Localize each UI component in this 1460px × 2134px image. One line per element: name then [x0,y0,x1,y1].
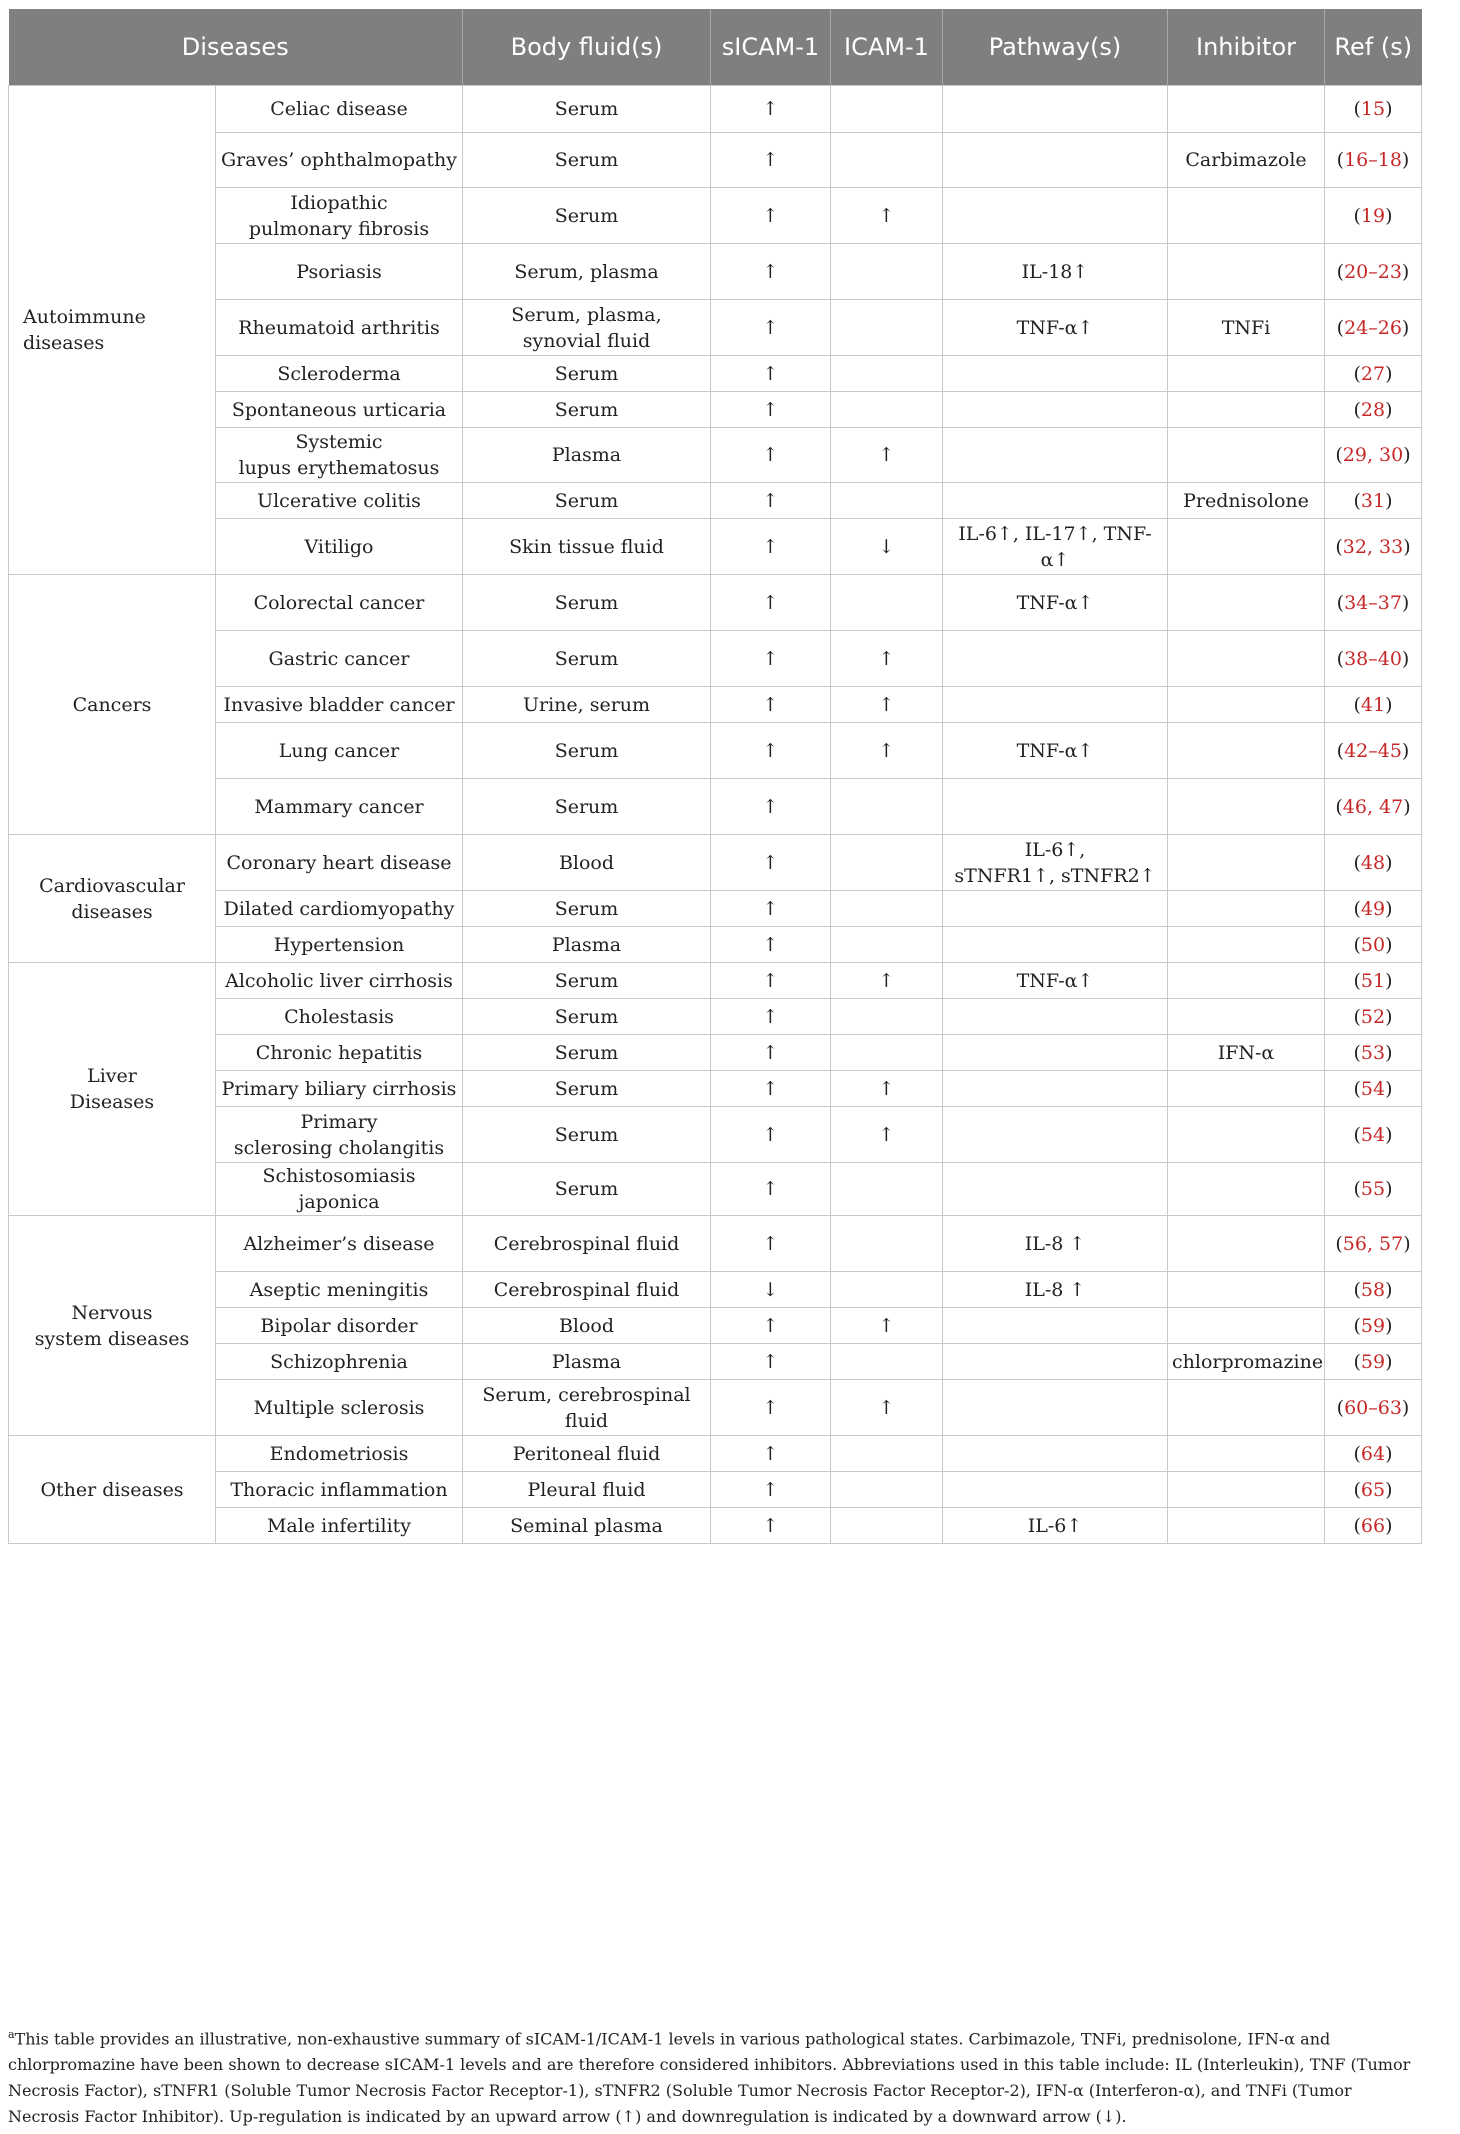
table-row [9,835,1422,891]
inhibitor-cell [1168,392,1325,428]
pathway-cell [943,86,1168,133]
sicam1-cell: ↑ [711,1035,831,1071]
inhibitor-cell [1168,188,1325,244]
inhibitor-cell [1168,1107,1325,1163]
sicam1-cell: ↑ [711,575,831,631]
pathway-cell [943,687,1168,723]
body-fluid-cell: Pleural fluid [463,1472,711,1508]
ref-cell[interactable]: (52) [1325,999,1422,1035]
ref-cell[interactable]: (15) [1325,86,1422,133]
ref-cell[interactable]: (48) [1325,835,1422,891]
disease-cell: Endometriosis [216,1436,463,1472]
sicam1-cell: ↑ [711,392,831,428]
table-row [9,1107,1422,1163]
icam1-cell [831,392,943,428]
body-fluid-cell: Serum [463,188,711,244]
pathway-cell [943,1380,1168,1436]
icam1-cell: ↑ [831,1107,943,1163]
ref-cell[interactable]: (66) [1325,1508,1422,1544]
body-fluid-cell: Serum [463,483,711,519]
body-fluid-cell: Urine, serum [463,687,711,723]
icam1-cell: ↑ [831,428,943,483]
inhibitor-cell [1168,687,1325,723]
icam1-cell [831,1472,943,1508]
table-row [9,519,1422,575]
ref-cell[interactable]: (58) [1325,1272,1422,1308]
icam1-cell [831,1163,943,1216]
icam1-cell: ↑ [831,1071,943,1107]
icam1-cell [831,483,943,519]
icam1-cell [831,1272,943,1308]
sicam1-cell: ↑ [711,999,831,1035]
body-fluid-cell: Serum [463,631,711,687]
disease-cell: Schistosomiasis japonica [216,1163,463,1216]
disease-cell: Coronary heart disease [216,835,463,891]
pathway-cell: IL-8 ↑ [943,1272,1168,1308]
ref-cell[interactable]: (16–18) [1325,133,1422,188]
icam1-cell [831,1344,943,1380]
icam1-cell [831,779,943,835]
pathway-cell [943,1163,1168,1216]
table-row [9,631,1422,687]
pathway-cell [943,927,1168,963]
disease-cell: Lung cancer [216,723,463,779]
sicam1-cell: ↑ [711,835,831,891]
sicam1-cell: ↑ [711,1508,831,1544]
table-row [9,723,1422,779]
disease-cell: Vitiligo [216,519,463,575]
inhibitor-cell [1168,1472,1325,1508]
ref-cell[interactable]: (19) [1325,188,1422,244]
pathway-cell [943,428,1168,483]
table-row [9,963,1422,999]
inhibitor-cell [1168,1163,1325,1216]
ref-cell[interactable]: (46, 47) [1325,779,1422,835]
header-refs: Ref (s) [1325,9,1422,86]
disease-cell: Primary biliary cirrhosis [216,1071,463,1107]
header-diseases: Diseases [9,9,463,86]
pathway-cell: IL-8 ↑ [943,1216,1168,1272]
pathway-cell: TNF-α↑ [943,723,1168,779]
sicam1-cell: ↑ [711,779,831,835]
disease-cell: Multiple sclerosis [216,1380,463,1436]
sicam1-cell: ↑ [711,86,831,133]
disease-cell: Bipolar disorder [216,1308,463,1344]
table-row [9,86,1422,133]
ref-cell[interactable]: (41) [1325,687,1422,723]
pathway-cell [943,999,1168,1035]
inhibitor-cell [1168,1380,1325,1436]
table-row [9,1035,1422,1071]
disease-cell: Spontaneous urticaria [216,392,463,428]
ref-cell[interactable]: (29, 30) [1325,428,1422,483]
ref-cell[interactable]: (50) [1325,927,1422,963]
table-row [9,891,1422,927]
disease-cell: Alzheimer’s disease [216,1216,463,1272]
table-row [9,300,1422,356]
pathway-cell [943,779,1168,835]
disease-cell: Schizophrenia [216,1344,463,1380]
body-fluid-cell: Serum [463,891,711,927]
pathway-cell [943,133,1168,188]
body-fluid-cell: Serum, plasma, synovial fluid [463,300,711,356]
icam1-cell [831,891,943,927]
body-fluid-cell: Skin tissue fluid [463,519,711,575]
body-fluid-cell: Serum [463,779,711,835]
sicam1-cell: ↑ [711,1380,831,1436]
sicam1-cell: ↑ [711,891,831,927]
icam1-cell: ↑ [831,1308,943,1344]
table-row [9,575,1422,631]
icam1-cell: ↑ [831,687,943,723]
body-fluid-cell: Peritoneal fluid [463,1436,711,1472]
sicam1-cell: ↑ [711,1163,831,1216]
inhibitor-cell [1168,1071,1325,1107]
inhibitor-cell [1168,575,1325,631]
sicam1-cell: ↑ [711,133,831,188]
ref-cell[interactable]: (38–40) [1325,631,1422,687]
disease-cell: Idiopathic pulmonary fibrosis [216,188,463,244]
inhibitor-cell [1168,356,1325,392]
icam1-cell [831,133,943,188]
disease-cell: Primary sclerosing cholangitis [216,1107,463,1163]
sicam1-cell: ↑ [711,1436,831,1472]
icam1-cell [831,1436,943,1472]
pathway-cell [943,1472,1168,1508]
disease-cell: Graves’ ophthalmopathy [216,133,463,188]
disease-table [8,9,1422,1544]
inhibitor-cell: Carbimazole [1168,133,1325,188]
header-icam1: ICAM-1 [831,9,943,86]
icam1-cell [831,244,943,300]
inhibitor-cell [1168,927,1325,963]
table-row [9,1508,1422,1544]
body-fluid-cell: Plasma [463,927,711,963]
icam1-cell [831,1216,943,1272]
table-row [9,1344,1422,1380]
table-row [9,392,1422,428]
disease-cell: Celiac disease [216,86,463,133]
pathway-cell: IL-18↑ [943,244,1168,300]
inhibitor-cell [1168,428,1325,483]
header-row [9,9,1422,86]
disease-group-cell: Other diseases [9,1436,216,1544]
footnote-text: This table provides an illustrative, non-exhaustive summary of sICAM-1/ICAM-1 levels in various pathological states. Carbimazole, TNFi, prednisolone, IFN-α and chlorpromazine have been shown to decrease sICAM-1 levels and are therefore considered inhibitors. Abbreviations used in this table include: IL (Interleukin), TNF (Tumor Necrosis Factor), sTNFR1 (Soluble Tumor Necrosis Factor Receptor-1), sTNFR2 (Soluble Tumor Necrosis Factor Receptor-2), IFN-α (Interferon-α), and TNFi (Tumor Necrosis Factor Inhibitor). Up-regulation is indicated by an upward arrow (↑) and downregulation is indicated by a downward arrow (↓). [8,2029,1411,2127]
body-fluid-cell: Serum [463,392,711,428]
disease-cell: Mammary cancer [216,779,463,835]
table-footnote [8,2022,1421,2130]
inhibitor-cell: chlorpromazine [1168,1344,1325,1380]
pathway-cell: IL-6↑ [943,1508,1168,1544]
sicam1-cell: ↑ [711,244,831,300]
sicam1-cell: ↑ [711,356,831,392]
icam1-cell: ↑ [831,963,943,999]
table-row [9,1272,1422,1308]
inhibitor-cell: TNFi [1168,300,1325,356]
ref-cell[interactable]: (32, 33) [1325,519,1422,575]
pathway-cell: TNF-α↑ [943,575,1168,631]
sicam1-cell: ↑ [711,483,831,519]
sicam1-cell: ↑ [711,428,831,483]
disease-cell: Scleroderma [216,356,463,392]
table-row [9,1472,1422,1508]
table-row [9,428,1422,483]
inhibitor-cell [1168,519,1325,575]
ref-cell[interactable]: (59) [1325,1344,1422,1380]
pathway-cell [943,188,1168,244]
pathway-cell [943,1071,1168,1107]
body-fluid-cell: Serum [463,723,711,779]
table-row [9,244,1422,300]
body-fluid-cell: Serum [463,356,711,392]
icam1-cell: ↑ [831,723,943,779]
table-row [9,1216,1422,1272]
table-row [9,927,1422,963]
sicam1-cell: ↑ [711,927,831,963]
body-fluid-cell: Cerebrospinal fluid [463,1272,711,1308]
table-row [9,1163,1422,1216]
ref-cell[interactable]: (65) [1325,1472,1422,1508]
disease-cell: Cholestasis [216,999,463,1035]
disease-group-cell: Cancers [9,575,216,835]
disease-cell: Colorectal cancer [216,575,463,631]
body-fluid-cell: Serum, cerebrospinal fluid [463,1380,711,1436]
header-body-fluids: Body fluid(s) [463,9,711,86]
pathway-cell [943,483,1168,519]
inhibitor-cell [1168,244,1325,300]
pathway-cell: TNF-α↑ [943,300,1168,356]
inhibitor-cell [1168,999,1325,1035]
inhibitor-cell [1168,1272,1325,1308]
sicam1-cell: ↑ [711,1344,831,1380]
sicam1-cell: ↑ [711,687,831,723]
disease-cell: Aseptic meningitis [216,1272,463,1308]
ref-cell[interactable]: (20–23) [1325,244,1422,300]
ref-cell[interactable]: (24–26) [1325,300,1422,356]
ref-cell[interactable]: (53) [1325,1035,1422,1071]
disease-cell: Gastric cancer [216,631,463,687]
disease-cell: Thoracic inflammation [216,1472,463,1508]
table-row [9,1436,1422,1472]
ref-cell[interactable]: (55) [1325,1163,1422,1216]
disease-cell: Psoriasis [216,244,463,300]
table-row [9,483,1422,519]
ref-cell[interactable]: (54) [1325,1107,1422,1163]
disease-cell: Rheumatoid arthritis [216,300,463,356]
pathway-cell: IL-6↑, sTNFR1↑, sTNFR2↑ [943,835,1168,891]
body-fluid-cell: Serum, plasma [463,244,711,300]
header-sicam1: sICAM-1 [711,9,831,86]
inhibitor-cell [1168,631,1325,687]
pathway-cell [943,1436,1168,1472]
header-pathways: Pathway(s) [943,9,1168,86]
pathway-cell [943,356,1168,392]
disease-group-cell: Liver Diseases [9,963,216,1216]
table-row [9,999,1422,1035]
disease-cell: Invasive bladder cancer [216,687,463,723]
icam1-cell [831,356,943,392]
table-row [9,1308,1422,1344]
icam1-cell: ↓ [831,519,943,575]
ref-cell[interactable]: (34–37) [1325,575,1422,631]
ref-cell[interactable]: (31) [1325,483,1422,519]
body-fluid-cell: Blood [463,835,711,891]
body-fluid-cell: Seminal plasma [463,1508,711,1544]
pathway-cell [943,1035,1168,1071]
body-fluid-cell: Serum [463,1163,711,1216]
table-row [9,1380,1422,1436]
header-inhibitor: Inhibitor [1168,9,1325,86]
inhibitor-cell [1168,1436,1325,1472]
inhibitor-cell: IFN-α [1168,1035,1325,1071]
table-row [9,687,1422,723]
disease-group-cell: Cardiovascular diseases [9,835,216,963]
body-fluid-cell: Serum [463,963,711,999]
body-fluid-cell: Serum [463,1107,711,1163]
ref-cell[interactable]: (59) [1325,1308,1422,1344]
body-fluid-cell: Plasma [463,1344,711,1380]
body-fluid-cell: Cerebrospinal fluid [463,1216,711,1272]
inhibitor-cell [1168,1216,1325,1272]
body-fluid-cell: Serum [463,1071,711,1107]
table-row [9,188,1422,244]
pathway-cell: IL-6↑, IL-17↑, TNF-α↑ [943,519,1168,575]
sicam1-cell: ↓ [711,1272,831,1308]
ref-cell[interactable]: (42–45) [1325,723,1422,779]
ref-cell[interactable]: (49) [1325,891,1422,927]
body-fluid-cell: Blood [463,1308,711,1344]
icam1-cell [831,86,943,133]
ref-cell[interactable]: (27) [1325,356,1422,392]
inhibitor-cell: Prednisolone [1168,483,1325,519]
icam1-cell [831,927,943,963]
ref-cell[interactable]: (60–63) [1325,1380,1422,1436]
sicam1-cell: ↑ [711,300,831,356]
pathway-cell [943,1344,1168,1380]
body-fluid-cell: Serum [463,1035,711,1071]
icam1-cell [831,835,943,891]
table-row [9,779,1422,835]
pathway-cell: TNF-α↑ [943,963,1168,999]
disease-cell: Systemic lupus erythematosus [216,428,463,483]
table-row [9,133,1422,188]
disease-cell: Male infertility [216,1508,463,1544]
disease-group-cell: Autoimmune diseases [9,86,216,575]
disease-cell: Dilated cardiomyopathy [216,891,463,927]
inhibitor-cell [1168,835,1325,891]
inhibitor-cell [1168,1508,1325,1544]
icam1-cell [831,999,943,1035]
inhibitor-cell [1168,86,1325,133]
table-body [9,86,1422,1544]
icam1-cell [831,300,943,356]
icam1-cell: ↑ [831,1380,943,1436]
icam1-cell [831,1508,943,1544]
disease-cell: Hypertension [216,927,463,963]
pathway-cell [943,392,1168,428]
icam1-cell [831,575,943,631]
inhibitor-cell [1168,891,1325,927]
footnote-marker: a [8,2028,15,2041]
sicam1-cell: ↑ [711,1107,831,1163]
ref-cell[interactable]: (56, 57) [1325,1216,1422,1272]
pathway-cell [943,631,1168,687]
sicam1-cell: ↑ [711,188,831,244]
sicam1-cell: ↑ [711,1472,831,1508]
ref-cell[interactable]: (28) [1325,392,1422,428]
disease-cell: Alcoholic liver cirrhosis [216,963,463,999]
body-fluid-cell: Serum [463,575,711,631]
inhibitor-cell [1168,723,1325,779]
sicam1-cell: ↑ [711,1071,831,1107]
body-fluid-cell: Serum [463,999,711,1035]
inhibitor-cell [1168,1308,1325,1344]
ref-cell[interactable]: (64) [1325,1436,1422,1472]
body-fluid-cell: Plasma [463,428,711,483]
icam1-cell: ↑ [831,631,943,687]
disease-cell: Ulcerative colitis [216,483,463,519]
sicam1-cell: ↑ [711,1308,831,1344]
disease-group-cell: Nervous system diseases [9,1216,216,1436]
pathway-cell [943,891,1168,927]
icam1-cell [831,1035,943,1071]
table-wrapper [8,9,1421,1544]
table-row [9,1071,1422,1107]
sicam1-cell: ↑ [711,519,831,575]
inhibitor-cell [1168,779,1325,835]
inhibitor-cell [1168,963,1325,999]
sicam1-cell: ↑ [711,1216,831,1272]
ref-cell[interactable]: (54) [1325,1071,1422,1107]
body-fluid-cell: Serum [463,133,711,188]
disease-cell: Chronic hepatitis [216,1035,463,1071]
ref-cell[interactable]: (51) [1325,963,1422,999]
pathway-cell [943,1308,1168,1344]
body-fluid-cell: Serum [463,86,711,133]
sicam1-cell: ↑ [711,723,831,779]
sicam1-cell: ↑ [711,963,831,999]
icam1-cell: ↑ [831,188,943,244]
sicam1-cell: ↑ [711,631,831,687]
pathway-cell [943,1107,1168,1163]
table-row [9,356,1422,392]
